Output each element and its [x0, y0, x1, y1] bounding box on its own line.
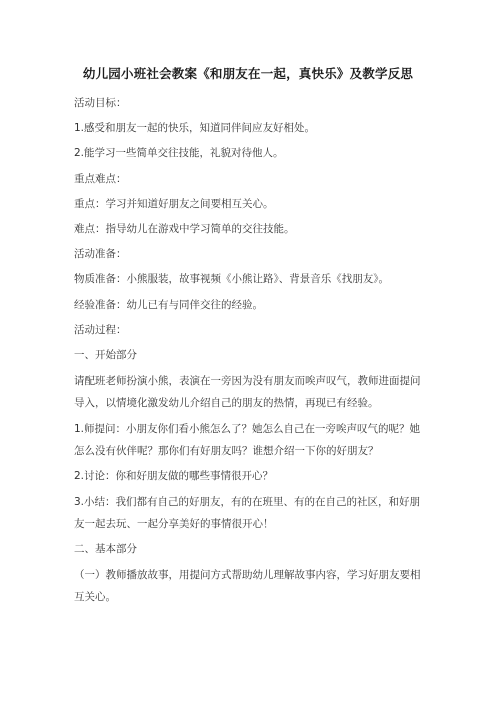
section-heading-process: 活动过程： [74, 323, 127, 336]
document-title: 幼儿园小班社会教案《和朋友在一起，真快乐》及教学反思 [82, 66, 414, 81]
story-line-1: （一）教师播放故事，用提问方式帮助幼儿理解故事内容，学习好朋友要相 [74, 569, 421, 582]
teacher-question-line-2: 怎么没有伙伴呢？那你们有好朋友吗？谁想介绍一下你的好朋友？ [74, 444, 379, 457]
opening-paragraph [74, 371, 426, 414]
section-heading-objectives: 活动目标： [74, 97, 127, 109]
objective-1: 1.感受和朋友一起的快乐，知道同伴间应友好相处。 [74, 122, 316, 135]
material-preparation: 物质准备：小熊服装，故事视频《小熊让路》、背景音乐《找朋友》。 [74, 273, 389, 286]
subsection-heading-opening: 一、开始部分 [74, 348, 137, 361]
experience-preparation: 经验准备：幼儿已有与同伴交往的经验。 [74, 298, 263, 311]
opening-paragraph-line-1: 请配班老师扮演小熊，表演在一旁因为没有朋友而唉声叹气，教师进面提问 [74, 375, 421, 388]
document-body [74, 94, 426, 613]
summary-line-2: 友一起去玩、一起分享美好的事情很开心！ [74, 517, 274, 530]
subsection-heading-basic: 二、基本部分 [74, 543, 137, 556]
objective-2: 2.能学习一些简单交往技能，礼貌对待他人。 [74, 147, 284, 160]
key-point: 重点：学习并知道好朋友之间要相互关心。 [74, 197, 274, 210]
summary-paragraph [74, 492, 426, 535]
opening-paragraph-line-2: 导入，以情境化激发幼儿介绍自己的朋友的热情，再现已有经验。 [74, 396, 379, 409]
teacher-question-paragraph [74, 419, 426, 462]
discussion-item: 2.讨论：你和好朋友做的哪些事情很开心？ [74, 470, 274, 483]
section-heading-key-points: 重点难点： [74, 172, 127, 185]
difficulty-point: 难点：指导幼儿在游戏中学习简单的交往技能。 [74, 222, 295, 235]
section-heading-preparation: 活动准备： [74, 248, 127, 261]
story-paragraph [74, 565, 426, 608]
story-line-2: 互关心。 [74, 590, 116, 603]
summary-line-1: 3.小结：我们都有自己的好朋友，有的在班里、有的在自己的社区，和好朋 [74, 496, 421, 509]
teacher-question-line-1: 1.师提问：小朋友你们看小熊怎么了？她怎么自己在一旁唉声叹气的呢？她 [74, 423, 421, 436]
